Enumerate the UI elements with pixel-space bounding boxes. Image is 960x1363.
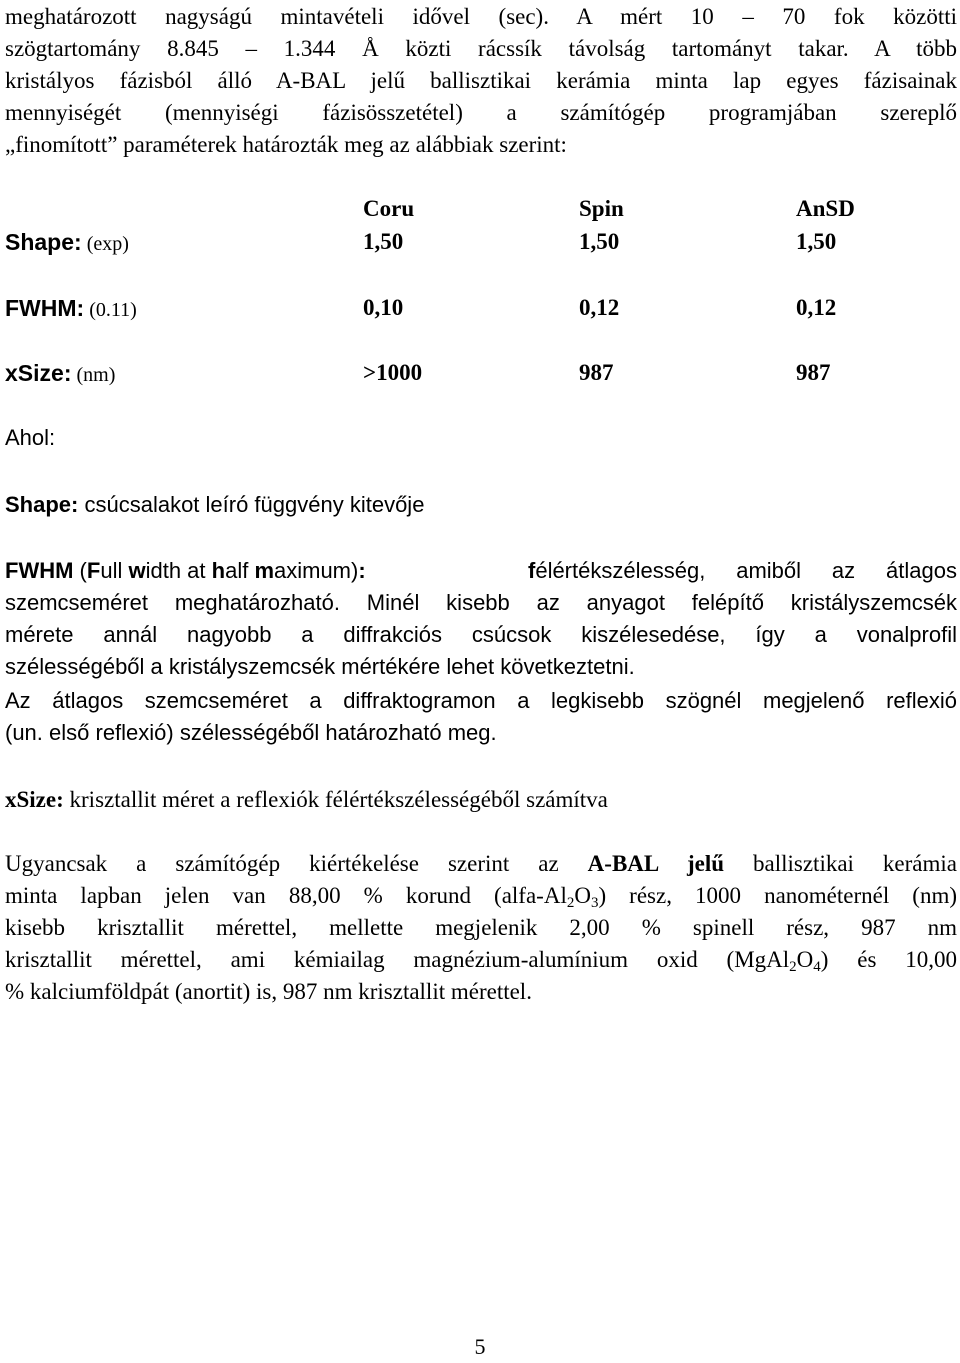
- xsize-term: xSize:: [5, 787, 64, 812]
- table-cell: 1,50: [796, 229, 837, 254]
- document-page: [5, 0, 957, 1358]
- xsize-description: krisztallit méret a reflexiók félértékszélességéből számítva: [63, 787, 608, 812]
- page-number: 5: [474, 1334, 486, 1359]
- table-cell: 987: [579, 360, 614, 385]
- shape-description: csúcsalakot leíró függvény kitevője: [78, 492, 425, 517]
- fwhm-line: szemcseméret meghatározható. Minél kisebb az anyagot felépítő kristályszemcsék: [5, 590, 957, 615]
- ahol-heading: Ahol:: [5, 425, 56, 450]
- intro-line: kristályos fázisból álló A-BAL jelű ballisztikai kerámia minta lap egyes fázisainak: [5, 68, 957, 93]
- intro-paragraph: [5, 1, 957, 161]
- conclusion-paragraph: [5, 848, 957, 1008]
- table-cell: 0,12: [796, 295, 837, 320]
- conclusion-line: krisztallit mérettel, ami kémiailag magnézium-alumínium oxid $(MgAl_2O_4)$ és 10,00: [5, 947, 957, 975]
- fwhm-term-line: FWHM (Full width at half maximum): félértékszélesség, amiből az átlagos: [5, 555, 957, 587]
- intro-line: meghatározott nagyságú mintavételi idővel (sec). A mért 10 – 70 fok közötti: [5, 4, 957, 29]
- conclusion-line: Ugyancsak a számítógép kiértékelése szerint az A-BAL jelű ballisztikai kerámia: [5, 851, 957, 876]
- column-header: AnSD: [796, 196, 855, 221]
- intro-line: mennyiségét (mennyiségi fázisösszetétel) a számítógép programjában szereplő: [5, 100, 957, 125]
- table-cell: 1,50: [579, 229, 620, 254]
- column-header: Coru: [363, 196, 415, 221]
- table-row: [5, 292, 957, 324]
- row-label: FWHM: (0.11): [5, 295, 137, 321]
- table-cell: >1000: [363, 360, 423, 385]
- table-cell: 0,10: [363, 295, 404, 320]
- xsize-definition: [5, 784, 957, 816]
- conclusion-line: kisebb krisztallit mérettel, mellette megjelenik 2,00 % spinell rész, 987 nm: [5, 915, 957, 940]
- table-header-row: [5, 193, 957, 225]
- conclusion-line: % kalciumföldpát (anortit) is, 987 nm krisztallit mérettel.: [5, 979, 532, 1004]
- table-cell: 987: [796, 360, 831, 385]
- table-cell: 1,50: [363, 229, 404, 254]
- intro-line: „finomított” paraméterek határozták meg az alábbiak szerint:: [5, 132, 567, 157]
- average-size-paragraph: [5, 685, 957, 749]
- average-size-line: (un. első reflexió) szélességéből határozható meg.: [5, 720, 497, 745]
- table-cell: 0,12: [579, 295, 620, 320]
- column-header: Spin: [579, 196, 624, 221]
- average-size-line: Az átlagos szemcseméret a diffraktogramon a legkisebb szögnél megjelenő reflexió: [5, 688, 957, 713]
- table-row: [5, 357, 957, 389]
- shape-term: Shape:: [5, 492, 79, 517]
- intro-line: szögtartomány 8.845 – 1.344 Å közti rácssík távolság tartományt takar. A több: [5, 36, 957, 61]
- shape-definition: [5, 489, 957, 521]
- fwhm-line: mérete annál nagyobb a diffrakciós csúcsok kiszélesedése, így a vonalprofil: [5, 622, 957, 647]
- row-label: xSize: (nm): [5, 360, 116, 386]
- table-row: [5, 226, 957, 258]
- row-label: Shape: (exp): [5, 229, 129, 255]
- conclusion-line: minta lapban jelen van 88,00 % korund $(alfa-Al_2O_3)$ rész, 1000 nanométernél (nm): [5, 883, 957, 911]
- fwhm-definition: [5, 555, 957, 683]
- fwhm-definition-start: félértékszélesség, amiből az átlagos: [528, 558, 957, 583]
- fwhm-line: szélességéből a kristályszemcsék mértékére lehet következtetni.: [5, 654, 635, 679]
